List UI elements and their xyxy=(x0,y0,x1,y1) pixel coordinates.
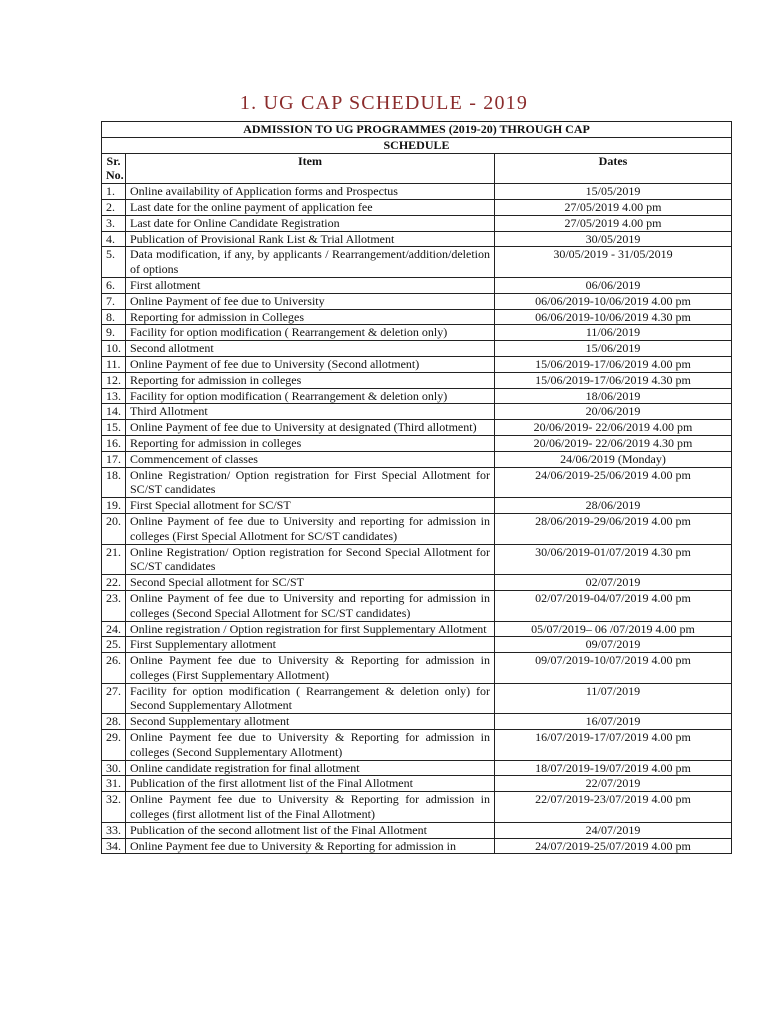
row-date: 06/06/2019 xyxy=(495,277,732,293)
row-date: 15/06/2019-17/06/2019 4.30 pm xyxy=(495,372,732,388)
table-row xyxy=(102,247,732,278)
row-item: Online Payment of fee due to University xyxy=(126,293,495,309)
row-date: 30/05/2019 - 31/05/2019 xyxy=(495,247,732,278)
row-item: Facility for option modification ( Rearrangement & deletion only) xyxy=(126,325,495,341)
table-row xyxy=(102,513,732,544)
row-sr-no: 19. xyxy=(102,498,126,514)
row-item: Data modification, if any, by applicants / Rearrangement/addition/deletion of options xyxy=(126,247,495,278)
table-row xyxy=(102,683,732,714)
table-row xyxy=(102,621,732,637)
table-header-row xyxy=(102,153,732,184)
table-row xyxy=(102,760,732,776)
row-date: 24/06/2019-25/06/2019 4.00 pm xyxy=(495,467,732,498)
table-row xyxy=(102,637,732,653)
row-item: Online Payment of fee due to University and reporting for admission in colleges (First Special Allotment for SC/ST candidates) xyxy=(126,513,495,544)
row-item: First allotment xyxy=(126,277,495,293)
row-item: Reporting for admission in colleges xyxy=(126,435,495,451)
row-date: 16/07/2019-17/07/2019 4.00 pm xyxy=(495,730,732,761)
row-date: 30/06/2019-01/07/2019 4.30 pm xyxy=(495,544,732,575)
row-sr-no: 5. xyxy=(102,247,126,278)
row-date: 24/07/2019-25/07/2019 4.00 pm xyxy=(495,838,732,854)
table-row xyxy=(102,420,732,436)
row-date: 24/07/2019 xyxy=(495,822,732,838)
row-date: 22/07/2019-23/07/2019 4.00 pm xyxy=(495,792,732,823)
table-row xyxy=(102,231,732,247)
row-item: First Special allotment for SC/ST xyxy=(126,498,495,514)
row-item: Online Payment fee due to University & Reporting for admission in colleges (Second Supplementary Allotment) xyxy=(126,730,495,761)
row-item: Facility for option modification ( Rearrangement & deletion only) xyxy=(126,388,495,404)
table-row xyxy=(102,372,732,388)
row-sr-no: 13. xyxy=(102,388,126,404)
table-row xyxy=(102,293,732,309)
row-date: 27/05/2019 4.00 pm xyxy=(495,199,732,215)
row-item: Last date for the online payment of application fee xyxy=(126,199,495,215)
row-item: Online Payment of fee due to University and reporting for admission in colleges (Second Special Allotment for SC/ST candidates) xyxy=(126,590,495,621)
row-item: Online registration / Option registration for first Supplementary Allotment xyxy=(126,621,495,637)
table-row xyxy=(102,467,732,498)
row-sr-no: 26. xyxy=(102,653,126,684)
schedule-rows xyxy=(102,184,732,854)
table-row xyxy=(102,215,732,231)
row-sr-no: 12. xyxy=(102,372,126,388)
table-row xyxy=(102,184,732,200)
row-sr-no: 17. xyxy=(102,451,126,467)
row-sr-no: 8. xyxy=(102,309,126,325)
row-item: Publication of the first allotment list of the Final Allotment xyxy=(126,776,495,792)
table-row xyxy=(102,435,732,451)
table-row xyxy=(102,544,732,575)
row-item: Last date for Online Candidate Registration xyxy=(126,215,495,231)
table-row xyxy=(102,714,732,730)
row-item: Online candidate registration for final allotment xyxy=(126,760,495,776)
row-date: 18/07/2019-19/07/2019 4.00 pm xyxy=(495,760,732,776)
row-sr-no: 15. xyxy=(102,420,126,436)
row-sr-no: 1. xyxy=(102,184,126,200)
row-sr-no: 9. xyxy=(102,325,126,341)
row-item: Online Registration/ Option registration for Second Special Allotment for SC/ST candidates xyxy=(126,544,495,575)
table-row xyxy=(102,277,732,293)
row-sr-no: 24. xyxy=(102,621,126,637)
table-row xyxy=(102,498,732,514)
row-item: Online Payment of fee due to University (Second allotment) xyxy=(126,356,495,372)
row-sr-no: 31. xyxy=(102,776,126,792)
row-sr-no: 10. xyxy=(102,341,126,357)
row-sr-no: 23. xyxy=(102,590,126,621)
row-sr-no: 6. xyxy=(102,277,126,293)
row-date: 30/05/2019 xyxy=(495,231,732,247)
row-sr-no: 32. xyxy=(102,792,126,823)
schedule-table xyxy=(101,121,732,854)
row-sr-no: 33. xyxy=(102,822,126,838)
table-row xyxy=(102,388,732,404)
row-sr-no: 7. xyxy=(102,293,126,309)
row-item: Online Payment fee due to University & Reporting for admission in xyxy=(126,838,495,854)
table-subcaption-row xyxy=(102,137,732,153)
row-item: Online availability of Application forms and Prospectus xyxy=(126,184,495,200)
row-item: Publication of Provisional Rank List & Trial Allotment xyxy=(126,231,495,247)
table-row xyxy=(102,653,732,684)
row-date: 15/06/2019-17/06/2019 4.00 pm xyxy=(495,356,732,372)
header-item: Item xyxy=(126,153,495,184)
table-row xyxy=(102,590,732,621)
row-item: Online Payment fee due to University & Reporting for admission in colleges (First Supplementary Allotment) xyxy=(126,653,495,684)
table-row xyxy=(102,451,732,467)
row-date: 05/07/2019– 06 /07/2019 4.00 pm xyxy=(495,621,732,637)
table-row xyxy=(102,341,732,357)
row-item: Reporting for admission in Colleges xyxy=(126,309,495,325)
row-item: Reporting for admission in colleges xyxy=(126,372,495,388)
row-date: 09/07/2019-10/07/2019 4.00 pm xyxy=(495,653,732,684)
row-sr-no: 22. xyxy=(102,575,126,591)
table-subcaption: SCHEDULE xyxy=(102,137,732,153)
row-sr-no: 34. xyxy=(102,838,126,854)
row-date: 06/06/2019-10/06/2019 4.00 pm xyxy=(495,293,732,309)
row-date: 15/06/2019 xyxy=(495,341,732,357)
row-item: Online Payment of fee due to University at designated (Third allotment) xyxy=(126,420,495,436)
row-date: 20/06/2019- 22/06/2019 4.00 pm xyxy=(495,420,732,436)
row-item: First Supplementary allotment xyxy=(126,637,495,653)
row-sr-no: 21. xyxy=(102,544,126,575)
row-date: 15/05/2019 xyxy=(495,184,732,200)
row-date: 11/06/2019 xyxy=(495,325,732,341)
table-row xyxy=(102,199,732,215)
table-row xyxy=(102,792,732,823)
row-date: 28/06/2019-29/06/2019 4.00 pm xyxy=(495,513,732,544)
page-title: 1. UG CAP SCHEDULE - 2019 xyxy=(239,92,529,114)
row-date: 09/07/2019 xyxy=(495,637,732,653)
table-row xyxy=(102,838,732,854)
row-sr-no: 27. xyxy=(102,683,126,714)
row-date: 22/07/2019 xyxy=(495,776,732,792)
table-row xyxy=(102,822,732,838)
row-date: 27/05/2019 4.00 pm xyxy=(495,215,732,231)
row-sr-no: 28. xyxy=(102,714,126,730)
table-row xyxy=(102,575,732,591)
row-date: 11/07/2019 xyxy=(495,683,732,714)
table-row xyxy=(102,309,732,325)
header-sr-no: Sr. No. xyxy=(102,153,126,184)
row-sr-no: 11. xyxy=(102,356,126,372)
row-sr-no: 16. xyxy=(102,435,126,451)
row-sr-no: 4. xyxy=(102,231,126,247)
table-row xyxy=(102,356,732,372)
table-row xyxy=(102,776,732,792)
row-date: 16/07/2019 xyxy=(495,714,732,730)
row-item: Second Supplementary allotment xyxy=(126,714,495,730)
row-sr-no: 14. xyxy=(102,404,126,420)
row-date: 20/06/2019 xyxy=(495,404,732,420)
header-dates: Dates xyxy=(495,153,732,184)
row-sr-no: 2. xyxy=(102,199,126,215)
row-item: Publication of the second allotment list of the Final Allotment xyxy=(126,822,495,838)
table-caption-row xyxy=(102,122,732,138)
table-row xyxy=(102,325,732,341)
row-item: Second allotment xyxy=(126,341,495,357)
row-sr-no: 18. xyxy=(102,467,126,498)
row-sr-no: 20. xyxy=(102,513,126,544)
row-date: 02/07/2019-04/07/2019 4.00 pm xyxy=(495,590,732,621)
row-date: 24/06/2019 (Monday) xyxy=(495,451,732,467)
row-sr-no: 29. xyxy=(102,730,126,761)
row-sr-no: 30. xyxy=(102,760,126,776)
row-item: Second Special allotment for SC/ST xyxy=(126,575,495,591)
row-item: Third Allotment xyxy=(126,404,495,420)
row-item: Online Registration/ Option registration for First Special Allotment for SC/ST candidates xyxy=(126,467,495,498)
table-row xyxy=(102,404,732,420)
row-sr-no: 25. xyxy=(102,637,126,653)
row-date: 28/06/2019 xyxy=(495,498,732,514)
row-item: Commencement of classes xyxy=(126,451,495,467)
row-date: 18/06/2019 xyxy=(495,388,732,404)
row-date: 06/06/2019-10/06/2019 4.30 pm xyxy=(495,309,732,325)
table-caption: ADMISSION TO UG PROGRAMMES (2019-20) THROUGH CAP xyxy=(102,122,732,138)
row-item: Facility for option modification ( Rearrangement & deletion only) for Second Supplementary Allotment xyxy=(126,683,495,714)
row-date: 02/07/2019 xyxy=(495,575,732,591)
row-item: Online Payment fee due to University & Reporting for admission in colleges (first allotment list of the Final Allotment) xyxy=(126,792,495,823)
row-sr-no: 3. xyxy=(102,215,126,231)
table-row xyxy=(102,730,732,761)
row-date: 20/06/2019- 22/06/2019 4.30 pm xyxy=(495,435,732,451)
